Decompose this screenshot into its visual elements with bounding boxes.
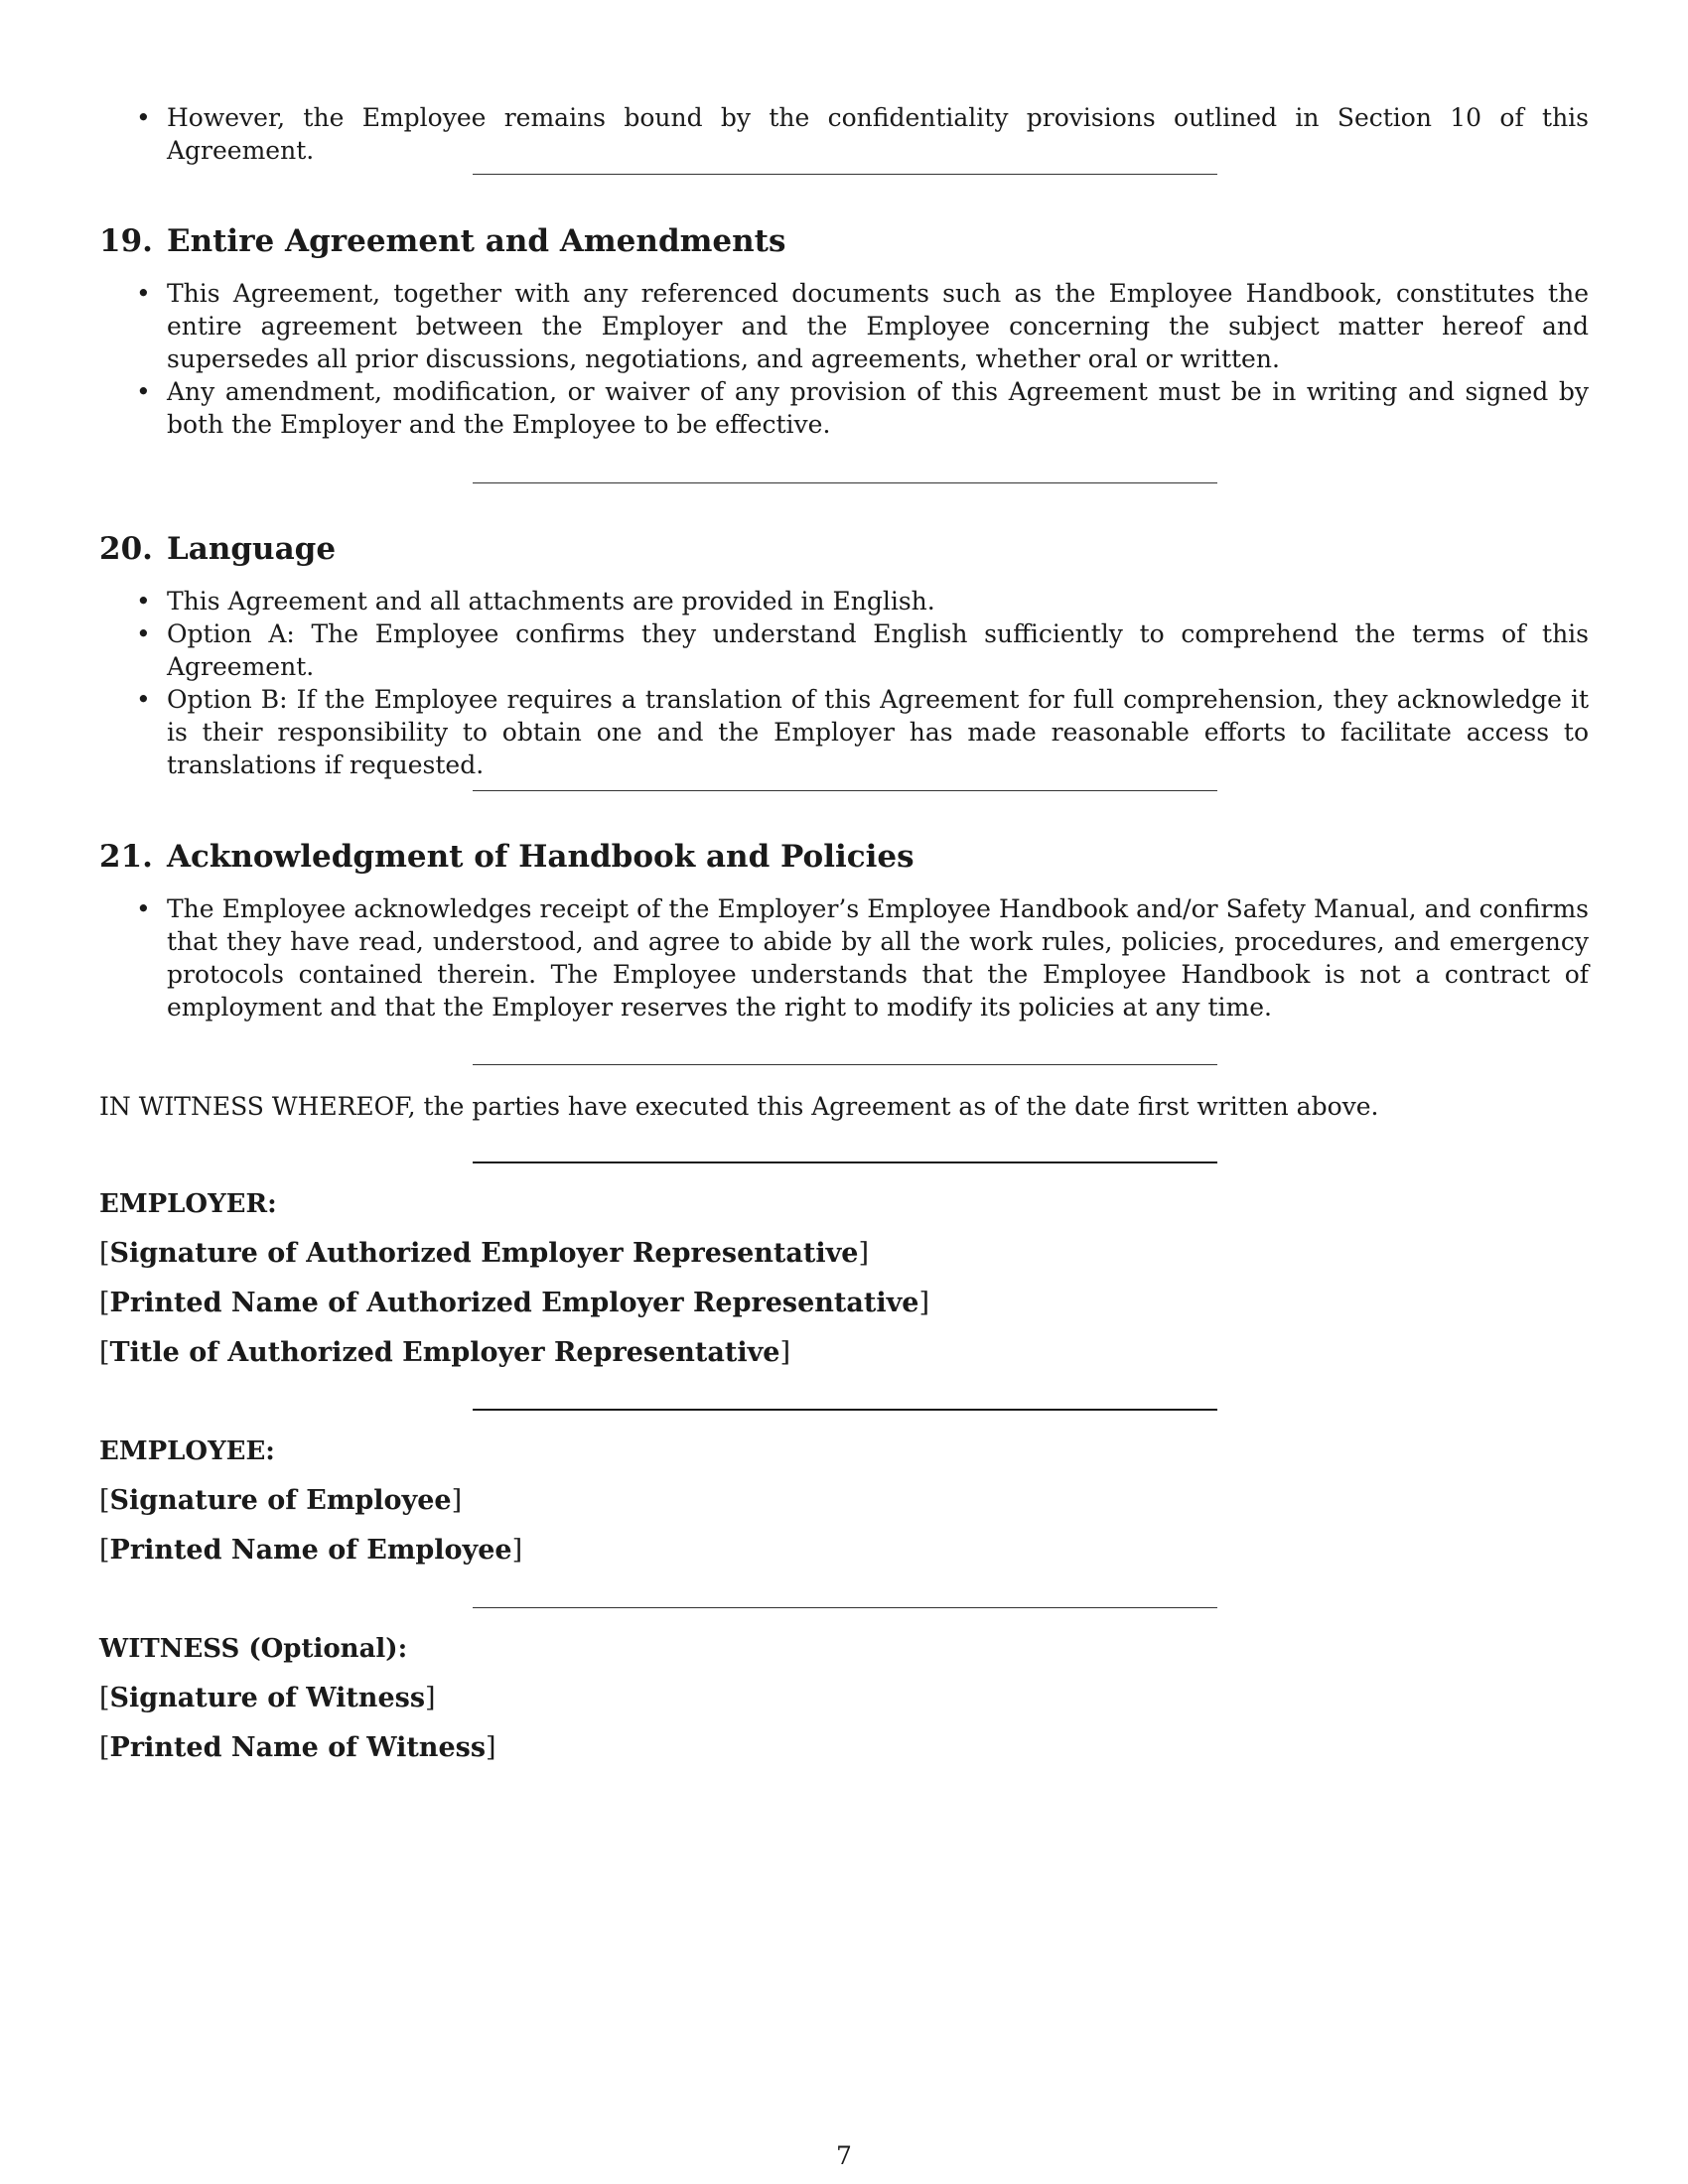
separator [473,1607,1217,1608]
separator [473,1161,1217,1163]
bullet-item: • This Agreement and all attachments are provided in English. [99,585,1589,617]
section-heading-19 [99,223,785,259]
section-title: Acknowledgment of Handbook and Policies [166,839,914,875]
section-heading-21 [99,839,914,875]
section-20-bullets [99,585,1589,781]
carryover-bullets [99,101,1589,167]
bullet-item: • Option B: If the Employee requires a translation of this Agreement for full comprehension, they acknowledge it is their responsibility to obtain one and the Employer has made reasonable efforts to facilitate access to translations if requested. [99,683,1589,781]
employee-label: EMPLOYEE: [99,1436,275,1466]
employer-printed-name-line: [Printed Name of Authorized Employer Representative] [99,1288,929,1318]
section-heading-20 [99,531,336,567]
separator [473,174,1217,175]
employer-title-line: [Title of Authorized Employer Representative] [99,1337,790,1368]
separator [473,1064,1217,1065]
witness-clause: IN WITNESS WHEREOF, the parties have executed this Agreement as of the date first written above. [99,1092,1379,1121]
employee-printed-name-line: [Printed Name of Employee] [99,1535,523,1566]
page-number: 7 [836,2141,852,2170]
section-number: 20. [99,531,153,567]
employee-signature-line: [Signature of Employee] [99,1485,463,1516]
bullet-item: • However, the Employee remains bound by the confidentiality provisions outlined in Section 10 of this Agreement. [99,101,1589,167]
bullet-item: • This Agreement, together with any referenced documents such as the Employee Handbook, constitutes the entire agreement between the Employer and the Employee concerning the subject matter hereof and supersedes all prior discussions, negotiations, and agreements, whether oral or written. [99,277,1589,375]
section-21-bullets [99,892,1589,1024]
separator [473,482,1217,483]
bullet-item: • The Employee acknowledges receipt of the Employer’s Employee Handbook and/or Safety Manual, and confirms that they have read, understood, and agree to abide by all the work rules, policies, procedures, and emergency protocols contained therein. The Employee understands that the Employee Handbook is not a contract of employment and that the Employer reserves the right to modify its policies at any time. [99,892,1589,1024]
employer-signature-line: [Signature of Authorized Employer Representative] [99,1238,869,1269]
separator [473,1409,1217,1411]
bullet-item: • Option A: The Employee confirms they understand English sufficiently to comprehend the terms of this Agreement. [99,617,1589,683]
bullet-item: • Any amendment, modification, or waiver of any provision of this Agreement must be in writing and signed by both the Employer and the Employee to be effective. [99,375,1589,441]
witness-label: WITNESS (Optional): [99,1634,408,1664]
section-title: Language [166,531,337,567]
section-number: 19. [99,223,153,259]
employer-label: EMPLOYER: [99,1189,277,1219]
witness-printed-name-line: [Printed Name of Witness] [99,1732,496,1763]
section-number: 21. [99,839,153,875]
section-title: Entire Agreement and Amendments [166,223,786,259]
witness-signature-line: [Signature of Witness] [99,1683,436,1713]
section-19-bullets [99,277,1589,441]
separator [473,790,1217,791]
